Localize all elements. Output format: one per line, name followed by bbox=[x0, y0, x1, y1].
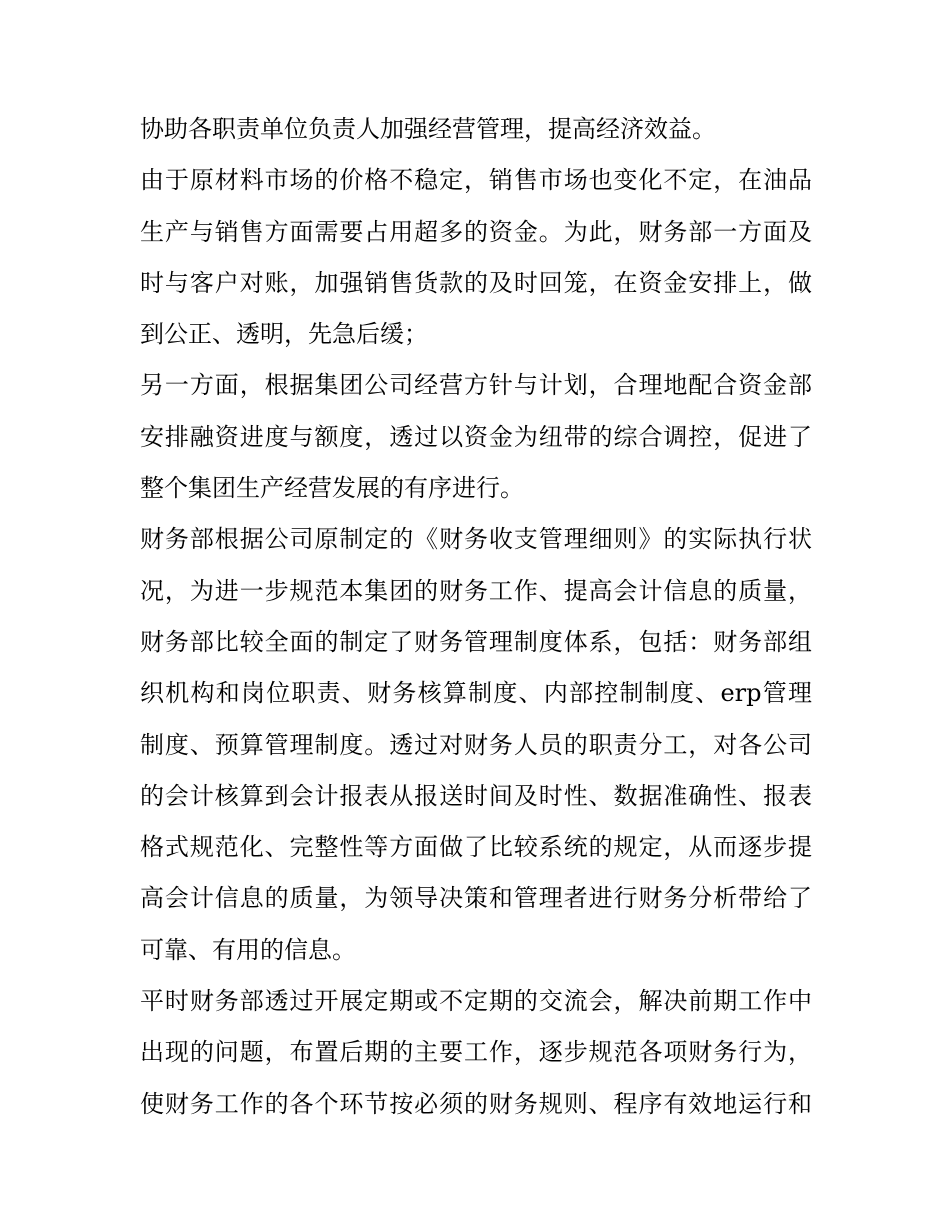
text-line-13: 制度、预算管理制度。透过对财务人员的职责分工，对各公司 bbox=[140, 730, 812, 759]
text-line-14: 的会计核算到会计报表从报送时间及时性、数据准确性、报表 bbox=[140, 781, 812, 810]
text-line-09: 财务部根据公司原制定的《财务收支管理细则》的实际执行状 bbox=[140, 525, 812, 554]
text-line-11: 财务部比较全面的制定了财务管理制度体系，包括：财务部组 bbox=[140, 627, 812, 656]
text-line-07: 安排融资进度与额度，透过以资金为纽带的综合调控，促进了 bbox=[140, 422, 812, 451]
text-line-17: 可靠、有用的信息。 bbox=[140, 935, 356, 964]
text-line-16: 高会计信息的质量，为领导决策和管理者进行财务分析带给了 bbox=[140, 884, 812, 913]
text-line-10: 况，为进一步规范本集团的财务工作、提高会计信息的质量， bbox=[140, 576, 812, 605]
text-line-08: 整个集团生产经营发展的有序进行。 bbox=[140, 474, 524, 503]
text-line-01: 协助各职责单位负责人加强经营管理，提高经济效益。 bbox=[140, 115, 716, 143]
text-line-20: 使财务工作的各个环节按必须的财务规则、程序有效地运行和 bbox=[140, 1089, 812, 1118]
text-line-15: 格式规范化、完整性等方面做了比较系统的规定，从而逐步提 bbox=[140, 833, 812, 862]
text-line-05: 到公正、透明，先急后缓； bbox=[140, 320, 428, 349]
text-line-04: 时与客户对账，加强销售货款的及时回笼，在资金安排上，做 bbox=[140, 268, 812, 297]
text-line-03: 生产与销售方面需要占用超多的资金。为此，财务部一方面及 bbox=[140, 217, 812, 246]
text-line-02: 由于原材料市场的价格不稳定，销售市场也变化不定，在油品 bbox=[140, 166, 812, 195]
text-line-18: 平时财务部透过开展定期或不定期的交流会，解决前期工作中 bbox=[140, 987, 812, 1016]
document-text-body bbox=[140, 104, 812, 1130]
text-line-12: 织机构和岗位职责、财务核算制度、内部控制制度、erp管理 bbox=[140, 679, 812, 708]
text-line-06: 另一方面，根据集团公司经营方针与计划，合理地配合资金部 bbox=[140, 371, 812, 400]
text-line-19: 出现的问题，布置后期的主要工作，逐步规范各项财务行为， bbox=[140, 1038, 812, 1067]
